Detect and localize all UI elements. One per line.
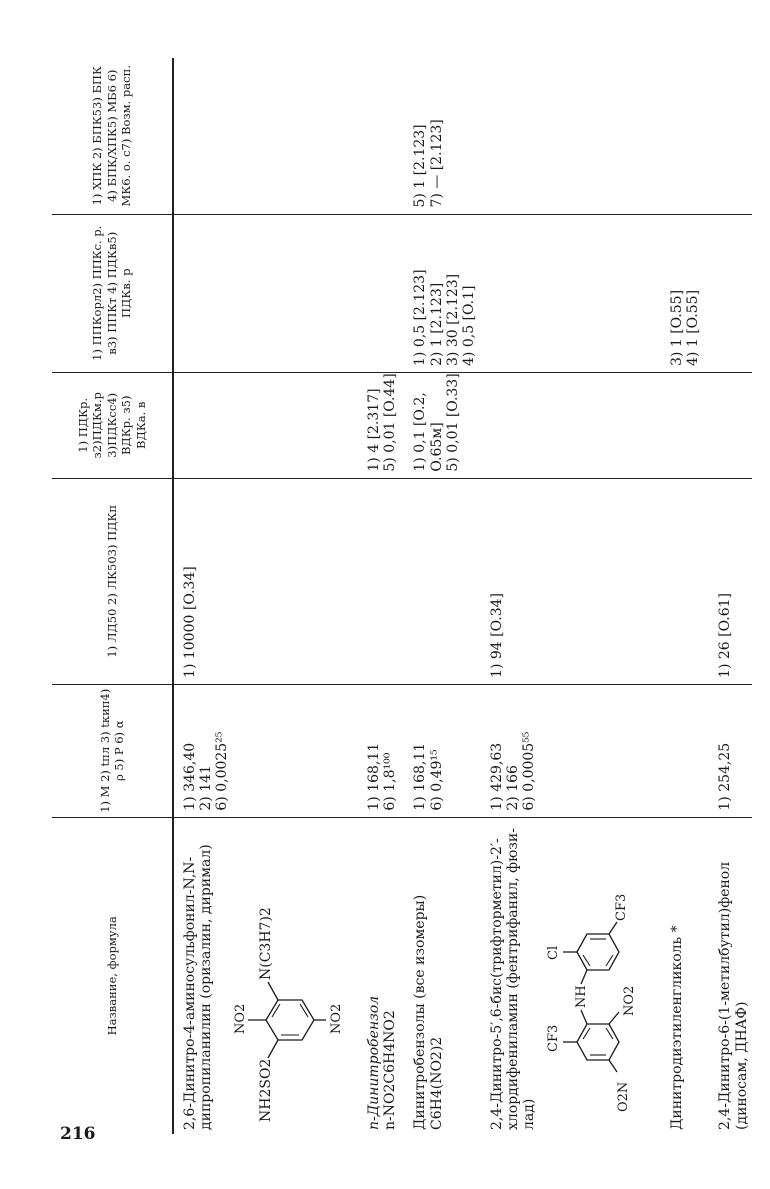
header-misc: 1) ХПК 2) БПК53) БПК 4) БПК/ХПК5) МБ6 6) МК6. о. с7) Возм. расп. [52, 58, 173, 214]
label-no2-bottom: NO2 [329, 1003, 345, 1034]
table-row [663, 58, 703, 1134]
structure-fentrifanil [537, 880, 657, 1130]
pdk-water-cell: 3) 1 [O.55] 4) 1 [O.55] [663, 214, 703, 372]
pdk-water-cell [350, 214, 400, 372]
table-row [479, 58, 663, 1134]
misc-cell: 5) 1 [2.123] 7) — [2.123] [400, 58, 478, 214]
header-ld: 1) ЛД50 2) ЛК503) ПДКп [52, 478, 173, 684]
label-cl: Cl [546, 945, 562, 960]
label-cf3-right: CF3 [614, 893, 630, 921]
misc-cell [173, 58, 350, 214]
label-no2-top: NO2 [233, 1003, 249, 1034]
table-row [173, 58, 350, 1134]
header-pdk-water: 1) ППКорл2) ППКс. р. в3) ППКт 4) ПДКв5) ПДКв. р [52, 214, 173, 372]
header-m: 1) M 2) tпл 3) tкип4) ρ 5) P 6) α [52, 684, 173, 817]
pdk-air-cell: 1) 0,1 [O.2, O.65м] 5) 0,01 [O.33] [400, 372, 478, 478]
m-cell: 1) 346,40 2) 141 6) 0,0025²⁵ [173, 684, 350, 817]
m-cell: 1) 168,11 6) 0,49¹⁵ [400, 684, 478, 817]
header-name: Название, формула [52, 817, 173, 1134]
misc-cell [703, 58, 751, 214]
header-row [52, 58, 173, 1134]
pdk-water-cell [173, 214, 350, 372]
misc-cell [350, 58, 400, 214]
rotated-table-page [52, 58, 750, 1134]
structure-oryzalin [214, 885, 344, 1130]
pdk-water-cell [479, 214, 663, 372]
ld-cell [663, 478, 703, 684]
pdk-water-cell: 1) 0,5 [2.123] 2) 1 [2.123] 3) 30 [2.123] 4) 0,5 [O.1] [400, 214, 478, 372]
ld-cell: 1) 10000 [O.34] [173, 478, 350, 684]
pdk-air-cell [663, 372, 703, 478]
m-cell: 1) 429,63 2) 166 6) 0,0005⁵⁵ [479, 684, 663, 817]
name-cell: 2,4-Динитро-5′,6-бис(трифторметил)-2′- хлордифениламин (фентрифанил, фюзи- лад) CF3 Cl NH CF3 O2N NO2 [479, 817, 663, 1134]
page-number: 216 [60, 1124, 96, 1144]
misc-cell [479, 58, 663, 214]
label-o2n: O2N [616, 1081, 632, 1112]
pdk-air-cell [173, 372, 350, 478]
header-pdk-air: 1) ПДКр. з2)ПДКм.р 3)ПДКсс4) ВДКр. з5) ВДКа. в [52, 372, 173, 478]
m-cell [663, 684, 703, 817]
data-table [52, 58, 752, 1134]
name-cell: Динитродиэтиленгликоль * [669, 925, 686, 1130]
label-no2: NO2 [622, 985, 638, 1016]
label-nh: NH [574, 985, 590, 1008]
label-sulfonamide: NH2SO2 [258, 1058, 275, 1122]
label-cf3-left: CF3 [546, 1024, 562, 1052]
table-row [703, 58, 751, 1134]
pdk-air-cell [703, 372, 751, 478]
pdk-air-cell: 1) 4 [2.317] 5) 0,01 [O.44] [350, 372, 400, 478]
name-cell: Динитробензолы (все изомеры) C6H4(NO2)2 [412, 894, 445, 1130]
ld-cell [350, 478, 400, 684]
name-cell: n-Динитробензол n-NO2C6H4NO2 [366, 995, 399, 1130]
table-row [400, 58, 478, 1134]
ld-cell: 1) 26 [O.61] [703, 478, 751, 684]
pdk-water-cell [703, 214, 751, 372]
name-cell: 2,6-Динитро-4-аминосульфонил-N,N- дипропиланилин (оризалин, диримал) N(C3H7)2 NO2 NO2 NH2SO2 [182, 844, 345, 1130]
table-row [350, 58, 400, 1134]
label-amine: N(C3H7)2 [258, 907, 275, 980]
pdk-air-cell [479, 372, 663, 478]
ld-cell: 1) 94 [O.34] [479, 478, 663, 684]
name-cell: 2,4-Динитро-6-(1-метилбутил)фенол (диносам, ДНАФ) [717, 861, 750, 1130]
m-cell: 1) 168,11 6) 1,8¹⁰⁰ [350, 684, 400, 817]
ld-cell [400, 478, 478, 684]
misc-cell [663, 58, 703, 214]
m-cell: 1) 254,25 [703, 684, 751, 817]
